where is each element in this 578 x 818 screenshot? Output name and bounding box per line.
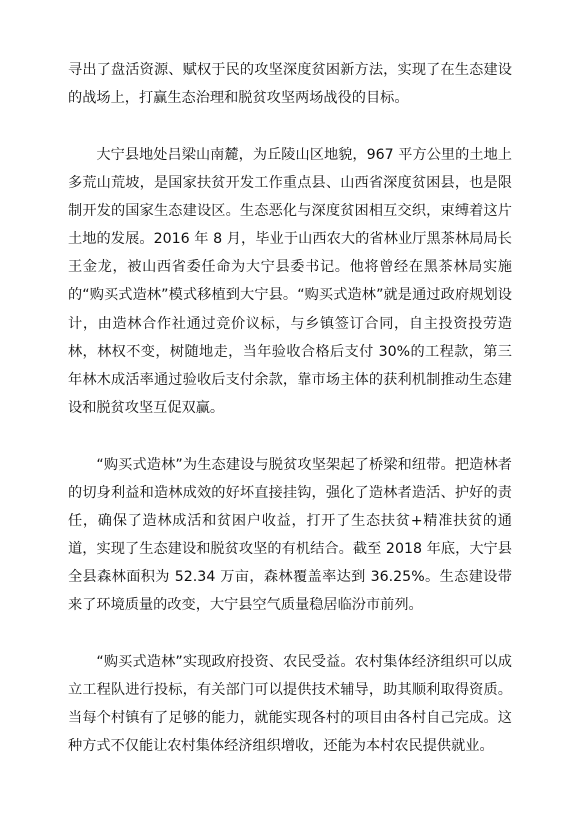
document-body <box>68 56 512 760</box>
paragraph-gap <box>68 112 512 141</box>
paragraph-1: 寻出了盘活资源、赋权于民的攻坚深度贫困新方法，实现了在生态建设的战场上，打赢生态治理和脱贫攻坚两场战役的目标。 <box>68 62 512 107</box>
paragraph-gap <box>68 422 512 451</box>
paragraph-gap <box>68 619 512 648</box>
paragraph-4: “购买式造林”实现政府投资、农民受益。农村集体经济组织可以成立工程队进行投标，有关部门可以提供技术辅导，助其顺利取得资质。当每个村镇有了足够的能力，就能实现各村的项目由各村自己完成。这种方式不仅能让农村集体经济组织增收，还能为本村农民提供就业。 <box>68 654 512 755</box>
paragraph-3: “购买式造林”为生态建设与脱贫攻坚架起了桥梁和纽带。把造林者的切身利益和造林成效的好坏直接挂钩，强化了造林者造活、护好的责任，确保了造林成活和贫困户收益，打开了生态扶贫+精准扶贫的通道，实现了生态建设和脱贫攻坚的有机结合。截至 2018 年底，大宁县全县森林面积为 52.34 万亩，森林覆盖率达到 36.25%。生态建设带来了环境质量的改变，大宁县空气质量稳居临汾市前列。 <box>68 456 512 614</box>
paragraph-2: 大宁县地处吕梁山南麓，为丘陵山区地貌，967 平方公里的土地上多荒山荒坡，是国家扶贫开发工作重点县、山西省深度贫困县，也是限制开发的国家生态建设区。生态恶化与深度贫困相互交织，束缚着这片土地的发展。2016 年 8 月，毕业于山西农大的省林业厅黑茶林局局长王金龙，被山西省委任命为大宁县委书记。他将曾经在黑茶林局实施的“购买式造林”模式移植到大宁县。“购买式造林”就是通过政府规划设计，由造林合作社通过竞价议标，与乡镇签订合同，自主投资投劳造林，林权不变，树随地走，当年验收合格后支付 30%的工程款，第三年林木成活率通过验收后支付余款，靠市场主体的获利机制推动生态建设和脱贫攻坚互促双赢。 <box>68 146 512 416</box>
